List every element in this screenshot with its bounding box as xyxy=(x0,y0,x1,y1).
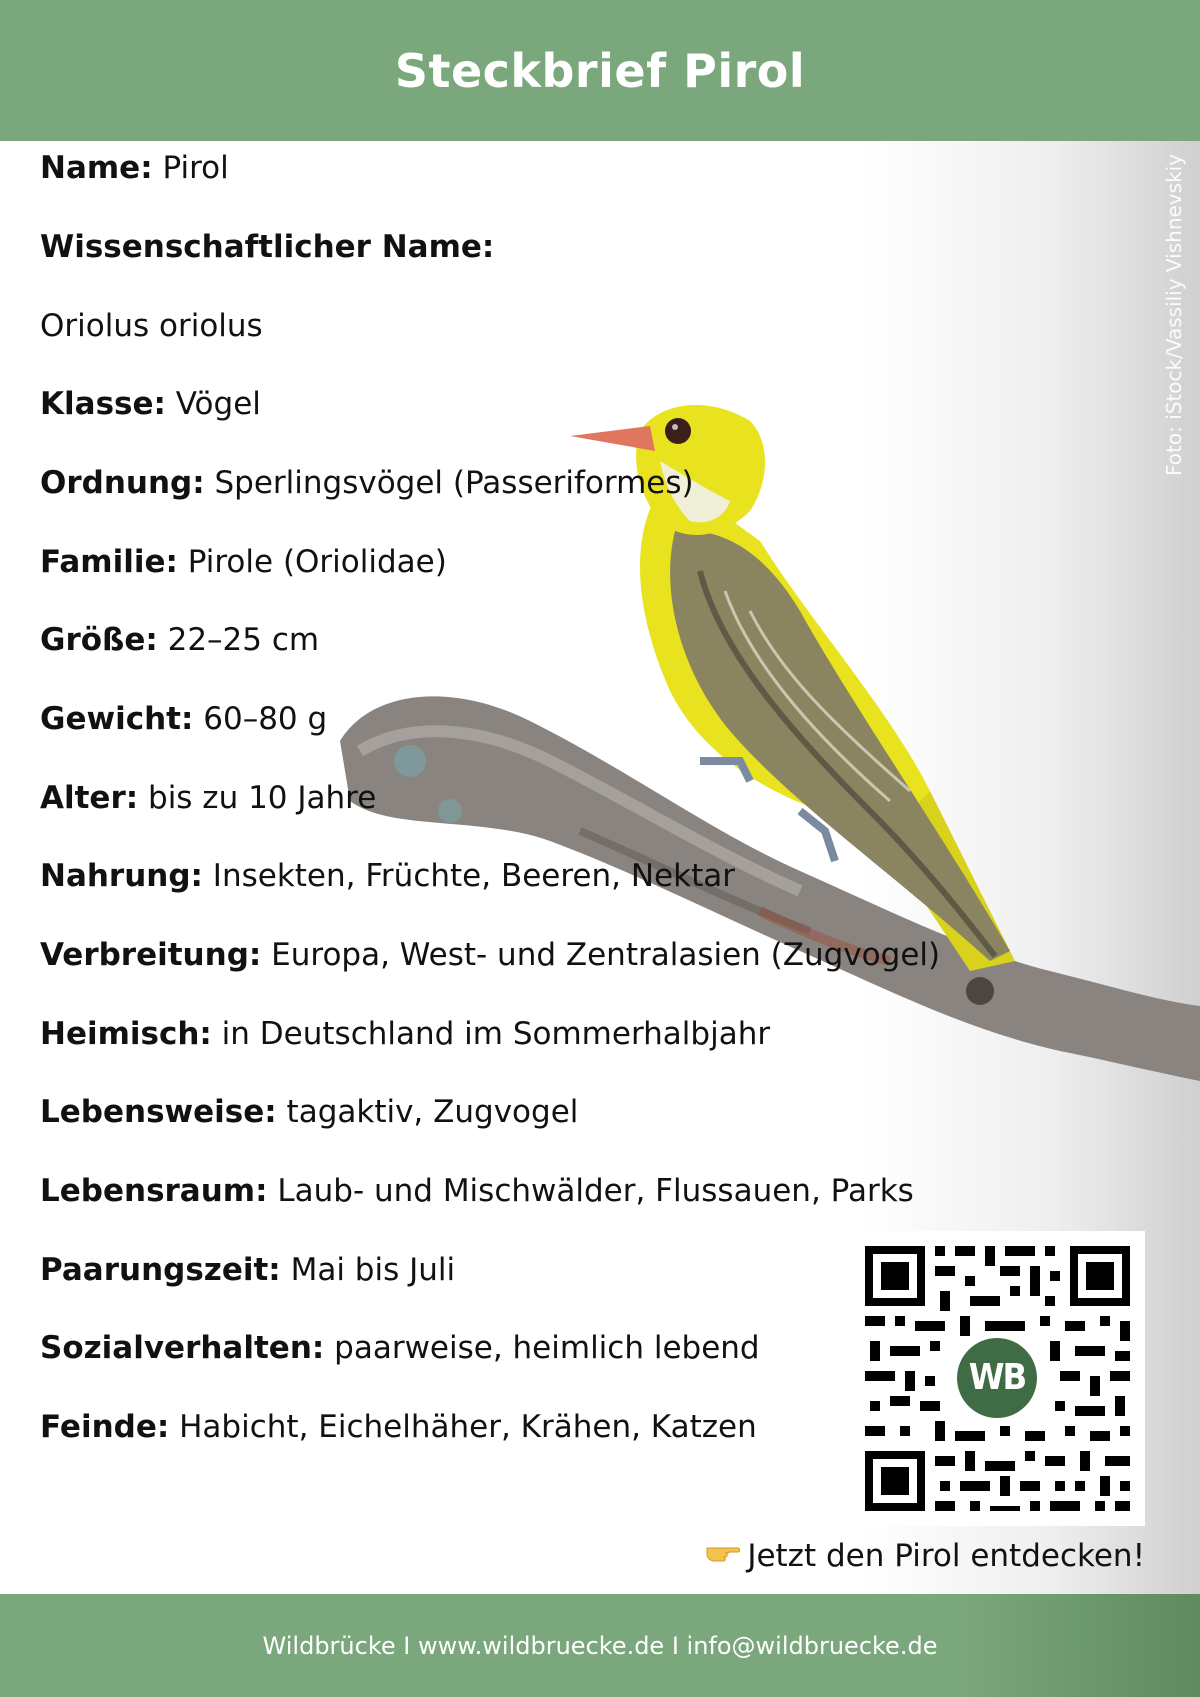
fact-mating-season xyxy=(40,1252,456,1288)
fact-value: Insekten, Früchte, Beeren, Nektar xyxy=(202,858,735,894)
cta-label: Jetzt den Pirol entdecken! xyxy=(747,1538,1145,1574)
fact-value: Sperlingsvögel (Passeriformes) xyxy=(204,465,694,501)
fact-value: paarweise, heimlich lebend xyxy=(324,1330,760,1366)
fact-sheet-body xyxy=(0,141,1200,1594)
fact-value: in Deutschland im Sommerhalbjahr xyxy=(211,1016,771,1052)
fact-habitat xyxy=(40,1173,914,1209)
footer-bar xyxy=(0,1594,1200,1697)
fact-label: Nahrung: xyxy=(40,858,203,894)
fact-value: tagaktiv, Zugvogel xyxy=(276,1094,579,1130)
fact-value: Habicht, Eichelhäher, Krähen, Katzen xyxy=(169,1409,757,1445)
fact-value: Oriolus oriolus xyxy=(40,308,263,344)
fact-value: Pirole (Oriolidae) xyxy=(177,544,447,580)
fact-name xyxy=(40,150,229,186)
fact-social-behavior xyxy=(40,1330,760,1366)
fact-value: 22–25 cm xyxy=(157,622,320,658)
fact-scientific-name-label xyxy=(40,229,495,265)
fact-value: bis zu 10 Jahre xyxy=(138,780,377,816)
fact-value: Vögel xyxy=(165,386,261,422)
qr-code[interactable] xyxy=(850,1231,1145,1526)
fact-enemies xyxy=(40,1409,757,1445)
fact-label: Heimisch: xyxy=(40,1016,212,1052)
fact-label: Wissenschaftlicher Name: xyxy=(40,229,495,265)
fact-label: Verbreitung: xyxy=(40,937,262,973)
fact-label: Sozialverhalten: xyxy=(40,1330,325,1366)
fact-label: Name: xyxy=(40,150,153,186)
fact-native xyxy=(40,1016,771,1052)
fact-label: Paarungszeit: xyxy=(40,1252,281,1288)
header-bar xyxy=(0,0,1200,141)
fact-label: Familie: xyxy=(40,544,178,580)
photo-credit: Foto: iStock/Vassiliy Vishnevskiy xyxy=(1162,153,1186,476)
cta-text[interactable] xyxy=(705,1538,1145,1574)
fact-label: Lebensweise: xyxy=(40,1094,277,1130)
fact-label: Alter: xyxy=(40,780,139,816)
fact-value: 60–80 g xyxy=(193,701,328,737)
fact-age xyxy=(40,780,377,816)
fact-label: Ordnung: xyxy=(40,465,205,501)
fact-label: Gewicht: xyxy=(40,701,194,737)
fact-label: Feinde: xyxy=(40,1409,170,1445)
footer-contact: Wildbrücke I www.wildbruecke.de I info@wildbruecke.de xyxy=(262,1631,938,1660)
fact-value: Europa, West- und Zentralasien (Zugvogel) xyxy=(261,937,941,973)
fact-lifestyle xyxy=(40,1094,579,1130)
fact-class xyxy=(40,386,261,422)
fact-food xyxy=(40,858,735,894)
fact-label: Lebensraum: xyxy=(40,1173,268,1209)
fact-value: Pirol xyxy=(152,150,229,186)
fact-scientific-name-value xyxy=(40,308,263,344)
fact-distribution xyxy=(40,937,941,973)
fact-value: Mai bis Juli xyxy=(280,1252,456,1288)
fact-weight xyxy=(40,701,328,737)
fact-size xyxy=(40,622,320,658)
fact-label: Klasse: xyxy=(40,386,166,422)
fact-label: Größe: xyxy=(40,622,158,658)
qr-logo-text: WB xyxy=(968,1357,1026,1398)
oriole-bird-image xyxy=(330,271,1200,1101)
page-title: Steckbrief Pirol xyxy=(394,43,806,98)
fact-family xyxy=(40,544,447,580)
fact-order xyxy=(40,465,694,501)
pointing-hand-icon xyxy=(705,1538,741,1574)
fact-value: Laub- und Mischwälder, Flussauen, Parks xyxy=(267,1173,914,1209)
